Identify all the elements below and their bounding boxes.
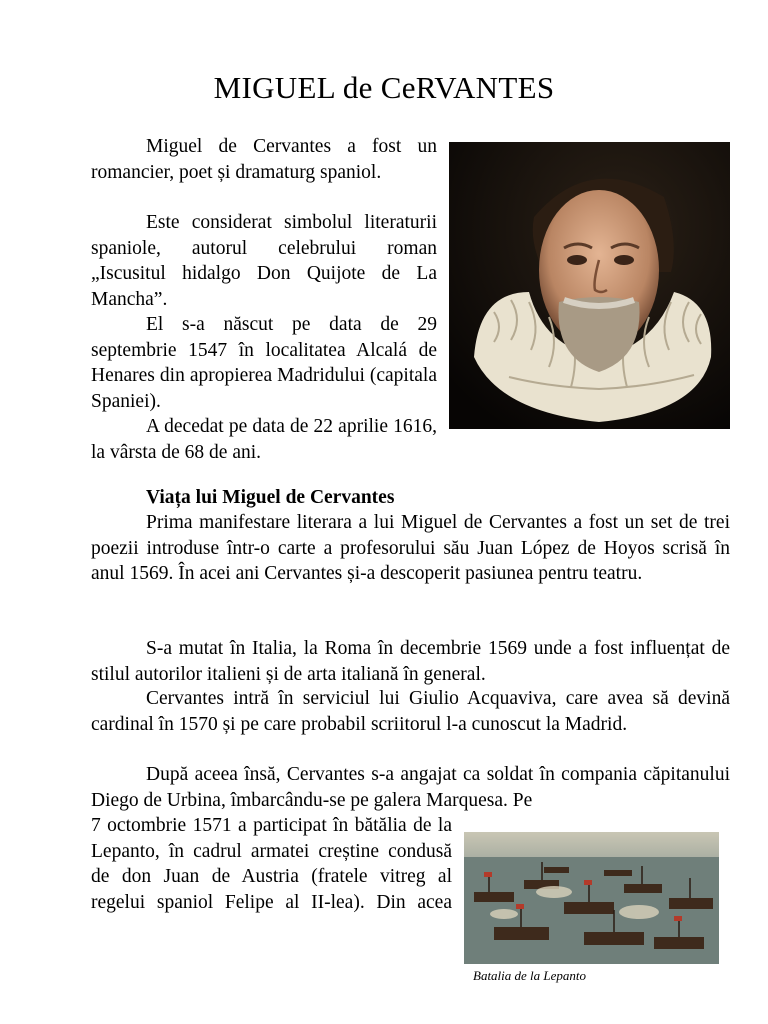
lepanto-battle-image — [464, 832, 719, 964]
intro-paragraph-2: Este considerat simbolul literaturii spaniole, autorul celebrului roman „Iscusitul hidalgo Don Quijote de La Mancha”. — [91, 212, 437, 310]
cervantes-portrait — [449, 142, 730, 429]
portrait-image — [449, 142, 730, 429]
intro-paragraph-1: Miguel de Cervantes a fost un romancier, poet și dramaturg spaniol. — [91, 136, 437, 183]
body-paragraph-1: Prima manifestare literara a lui Miguel de Cervantes a fost un set de trei poezii introduse într-o carte a profesorului său Juan López de Hoyos scrisă în anul 1569. În acei ani Cervantes și-a descoperit pasiunea pentru teatru. — [91, 512, 730, 584]
image-caption: Batalia de la Lepanto — [473, 968, 587, 983]
body-paragraph-2: S-a mutat în Italia, la Roma în decembrie 1569 unde a fost influențat de stilul autorilor italieni și de arta italiană în general. — [91, 638, 730, 685]
intro-paragraph-4: A decedat pe data de 22 aprilie 1616, la vârsta de 68 de ani. — [91, 416, 437, 463]
battle-painting — [464, 832, 719, 964]
intro-paragraph-3: El s-a născut pe data de 29 septembrie 1547 în localitatea Alcalá de Henares din apropierea Madridului (capitala Spaniei). — [91, 314, 437, 412]
body-paragraph-3: Cervantes intră în serviciul lui Giulio Acquaviva, care avea să devină cardinal în 1570 și pe care probabil scriitorul l-a cunoscut la Madrid. — [91, 688, 730, 735]
page-title: MIGUEL de CeRVANTES — [213, 70, 555, 105]
wrap-paragraph: 7 octombrie 1571 a participat în bătălia de la Lepanto, în cadrul armatei creștine condusă de don Juan de Austria (fratele vitreg al regelui spaniol Felipe al II-lea). Din acea — [91, 815, 452, 913]
section-heading: Viața lui Miguel de Cervantes — [146, 487, 395, 508]
body-paragraph-4: După aceea însă, Cervantes s-a angajat ca soldat în compania căpitanului Diego de Urbina, îmbarcându-se pe galera Marquesa. Pe — [91, 764, 730, 811]
